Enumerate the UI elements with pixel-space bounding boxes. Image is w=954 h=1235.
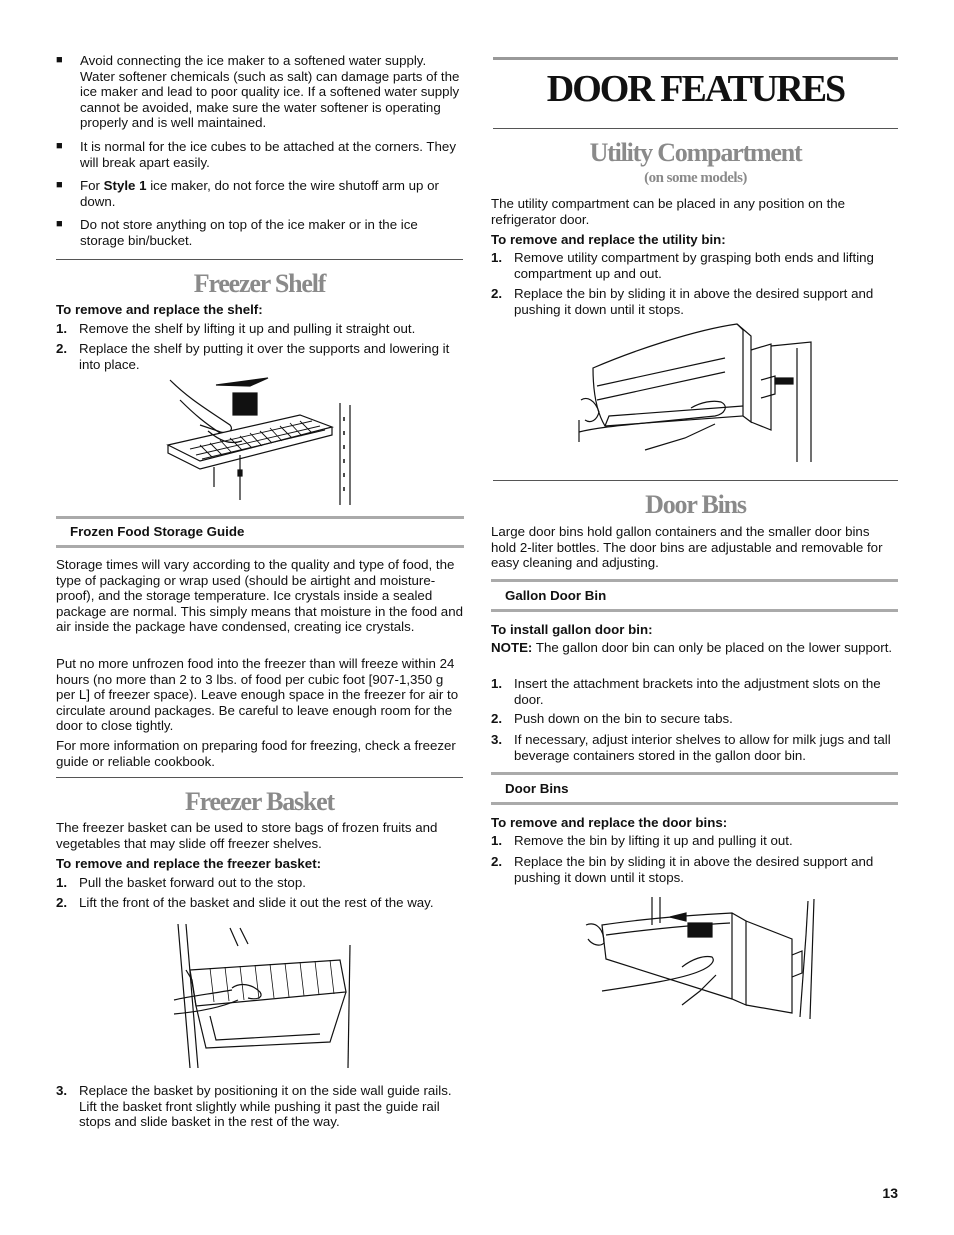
step-item: 1. Insert the attachment brackets into the adjustment slots on the door.	[491, 676, 881, 707]
box-rule-bottom	[491, 802, 898, 805]
page-number: 13	[882, 1185, 898, 1201]
paragraph: Large door bins hold gallon containers and the smaller door bins hold 2-liter bottles. The door bins are adjustable and removable for easy cleaning and adjusting.	[491, 524, 883, 571]
section-title-freezer-shelf: Freezer Shelf	[193, 269, 326, 298]
subheading: To remove and replace the utility bin:	[491, 232, 726, 247]
paragraph: The utility compartment can be placed in any position on the refrigerator door.	[491, 196, 846, 227]
freezer-basket-illustration	[170, 920, 360, 1070]
section-subtitle: (on some models)	[644, 170, 747, 186]
bullet-item	[56, 139, 464, 170]
step-item: 3. If necessary, adjust interior shelves to allow for milk jugs and tall beverage containers stored in the gallon door bin.	[491, 732, 891, 763]
box-rule-bottom	[56, 545, 464, 548]
step-item: 1. Pull the basket forward out to the stop.	[56, 875, 306, 890]
box-rule-top	[491, 772, 898, 775]
section-title-door-bins: Door Bins	[645, 490, 746, 519]
bullet-item	[56, 217, 464, 248]
step-item: 2. Replace the bin by sliding it in above the desired support and pushing it down until it stops.	[491, 286, 874, 317]
paragraph: The freezer basket can be used to store bags of frozen fruits and vegetables that may slide off freezer shelves.	[56, 820, 438, 851]
title-rule-top	[493, 57, 898, 60]
step-item: 1. Remove the bin by lifting it up and pulling it out.	[491, 833, 793, 848]
box-rule-top	[491, 579, 898, 582]
box-rule-bottom	[491, 609, 898, 612]
page-title: DOOR FEATURES	[546, 68, 845, 110]
subheading: To remove and replace the shelf:	[56, 302, 263, 317]
bullet-square-icon: ■	[56, 54, 63, 66]
bullet-text: Avoid connecting the ice maker to a softened water supply. Water softener chemicals (such as salt) can damage parts of the ice maker and lead to poor quality ice. If a softened water supply cannot be avoided, make sure the water softener is operating properly and is well maintained.	[80, 53, 460, 131]
box-rule-top	[56, 516, 464, 519]
step-item: 2. Replace the shelf by putting it over the supports and lowering it into place.	[56, 341, 450, 372]
bullet-square-icon: ■	[56, 218, 63, 230]
subheading: To remove and replace the freezer basket:	[56, 856, 322, 871]
bullet-item	[56, 53, 464, 131]
bullet-square-icon: ■	[56, 140, 63, 152]
step-item: 2. Push down on the bin to secure tabs.	[491, 711, 733, 726]
step-item: 2. Replace the bin by sliding it in above the desired support and pushing it down until it stops.	[491, 854, 874, 885]
freezer-shelf-illustration	[160, 375, 360, 507]
box-heading-frozen-food: Frozen Food Storage Guide	[70, 524, 245, 539]
step-item: 2. Lift the front of the basket and slide it out the rest of the way.	[56, 895, 434, 910]
bullet-square-icon: ■	[56, 179, 63, 191]
section-divider	[56, 259, 463, 260]
section-divider	[56, 777, 463, 778]
bullet-text: It is normal for the ice cubes to be attached at the corners. They will break apart easily.	[80, 139, 456, 170]
step-item: 1. Remove the shelf by lifting it up and pulling it straight out.	[56, 321, 416, 336]
title-rule-bottom	[493, 128, 898, 129]
subheading: To install gallon door bin:	[491, 622, 653, 637]
box-heading-gallon-door-bin: Gallon Door Bin	[505, 588, 607, 603]
utility-compartment-illustration	[575, 320, 820, 465]
section-divider	[493, 480, 898, 481]
bullet-text: Do not store anything on top of the ice maker or in the ice storage bin/bucket.	[80, 217, 418, 248]
paragraph: Storage times will vary according to the quality and type of food, the type of packaging or wrap used (should be airtight and moisture-proof), and the storage temperature. Ice crystals inside a sealed package are normal. This simply means that moisture in the food and air inside the package have condensed, creating ice crystals.	[56, 557, 463, 635]
subheading: To remove and replace the door bins:	[491, 815, 728, 830]
paragraph: For more information on preparing food for freezing, check a freezer guide or reliable cookbook.	[56, 738, 456, 769]
section-title-freezer-basket: Freezer Basket	[184, 787, 334, 816]
paragraph: Put no more unfrozen food into the freezer than will freeze within 24 hours (no more than 2 to 3 lbs. of food per cubic foot [907-1,350 g per L] of freezer space). Leave enough space in the freezer for air to circulate around packages. Be careful to leave enough room for the door to close tightly.	[56, 656, 459, 734]
step-item: 3. Replace the basket by positioning it on the side wall guide rails. Lift the basket front slightly while pushing it past the guide rail stops and slide basket in the rest of the way.	[56, 1083, 452, 1130]
bullet-item	[56, 178, 464, 209]
step-item: 1. Remove utility compartment by grasping both ends and lifting compartment up and out.	[491, 250, 874, 281]
note-paragraph: NOTE: The gallon door bin can only be placed on the lower support.	[491, 640, 893, 655]
section-title-utility-compartment: Utility Compartment	[589, 138, 802, 167]
bullet-text: For Style 1 ice maker, do not force the wire shutoff arm up or down.	[80, 178, 439, 209]
door-bin-illustration	[582, 895, 822, 1020]
box-heading-door-bins: Door Bins	[505, 781, 569, 796]
